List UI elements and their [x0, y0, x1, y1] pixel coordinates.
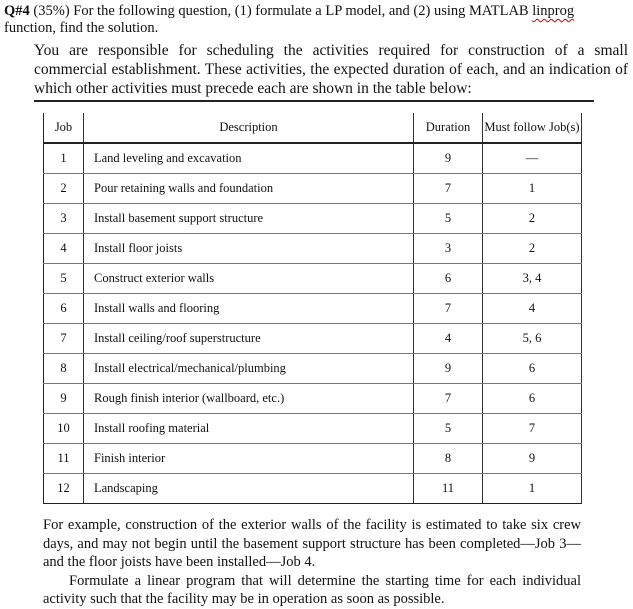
table-row — [44, 354, 582, 384]
cell-duration: 7 — [414, 384, 483, 414]
question-number: Q#4 — [4, 3, 30, 19]
table-header-row — [44, 113, 582, 143]
table-row — [44, 234, 582, 264]
table-row — [44, 474, 582, 504]
cell-description: Finish interior — [84, 444, 414, 474]
cell-must-follow: 5, 6 — [483, 324, 582, 354]
cell-job: 9 — [44, 384, 84, 414]
cell-duration: 6 — [414, 264, 483, 294]
cell-description: Install ceiling/roof superstructure — [84, 324, 414, 354]
header-job: Job — [44, 113, 84, 143]
cell-description: Rough finish interior (wallboard, etc.) — [84, 384, 414, 414]
cell-job: 12 — [44, 474, 84, 504]
cell-job: 1 — [44, 143, 84, 174]
cell-duration: 5 — [414, 414, 483, 444]
table-row — [44, 324, 582, 354]
cell-description: Install roofing material — [84, 414, 414, 444]
cell-must-follow: 9 — [483, 444, 582, 474]
cell-must-follow: 7 — [483, 414, 582, 444]
cell-must-follow: — — [483, 143, 582, 174]
header-must-follow: Must follow Job(s) — [483, 113, 582, 143]
cell-duration: 9 — [414, 354, 483, 384]
cell-must-follow: 3, 4 — [483, 264, 582, 294]
cell-must-follow: 1 — [483, 474, 582, 504]
cell-job: 3 — [44, 204, 84, 234]
table-row — [44, 414, 582, 444]
question-prompt-tail: function, find the solution. — [4, 20, 159, 36]
cell-job: 4 — [44, 234, 84, 264]
cell-description: Pour retaining walls and foundation — [84, 174, 414, 204]
table-row — [44, 204, 582, 234]
cell-must-follow: 6 — [483, 384, 582, 414]
divider-rule — [34, 100, 594, 102]
cell-must-follow: 2 — [483, 204, 582, 234]
intro-paragraph: You are responsible for scheduling the activities required for construction of a small commercial establishment. These activities, the expected duration of each, and an indication of which other activities must precede each are shown in the table below: — [34, 42, 628, 97]
formulate-paragraph: Formulate a linear program that will determine the starting time for each individual activity such that the facility may be in operation as soon as possible. — [43, 572, 581, 607]
cell-duration: 3 — [414, 234, 483, 264]
cell-must-follow: 4 — [483, 294, 582, 324]
table-row — [44, 143, 582, 174]
activities-table — [43, 113, 582, 504]
cell-duration: 7 — [414, 174, 483, 204]
cell-description: Install floor joists — [84, 234, 414, 264]
cell-description: Land leveling and excavation — [84, 143, 414, 174]
cell-job: 10 — [44, 414, 84, 444]
cell-job: 7 — [44, 324, 84, 354]
cell-duration: 9 — [414, 143, 483, 174]
cell-description: Landscaping — [84, 474, 414, 504]
cell-duration: 11 — [414, 474, 483, 504]
cell-duration: 8 — [414, 444, 483, 474]
cell-description: Install basement support structure — [84, 204, 414, 234]
cell-job: 6 — [44, 294, 84, 324]
table-row — [44, 444, 582, 474]
cell-description: Construct exterior walls — [84, 264, 414, 294]
table-row — [44, 384, 582, 414]
table-row — [44, 294, 582, 324]
cell-must-follow: 2 — [483, 234, 582, 264]
cell-must-follow: 1 — [483, 174, 582, 204]
table-row — [44, 174, 582, 204]
cell-duration: 5 — [414, 204, 483, 234]
cell-duration: 7 — [414, 294, 483, 324]
cell-job: 5 — [44, 264, 84, 294]
outro-text — [43, 516, 581, 609]
cell-job: 8 — [44, 354, 84, 384]
cell-job: 2 — [44, 174, 84, 204]
cell-job: 11 — [44, 444, 84, 474]
linprog-function-name: linprog — [532, 3, 575, 19]
header-description: Description — [84, 113, 414, 143]
cell-duration: 4 — [414, 324, 483, 354]
question-prompt: (35%) For the following question, (1) formulate a LP model, and (2) using MATLAB — [33, 3, 533, 19]
cell-must-follow: 6 — [483, 354, 582, 384]
cell-description: Install electrical/mechanical/plumbing — [84, 354, 414, 384]
table-row — [44, 264, 582, 294]
example-paragraph: For example, construction of the exterior walls of the facility is estimated to take six crew days, and may not begin until the basement support structure has been completed—Job 3—and the floor joists have been installed—Job 4. — [43, 517, 581, 570]
header-duration: Duration — [414, 113, 483, 143]
cell-description: Install walls and flooring — [84, 294, 414, 324]
question-header — [4, 3, 629, 37]
